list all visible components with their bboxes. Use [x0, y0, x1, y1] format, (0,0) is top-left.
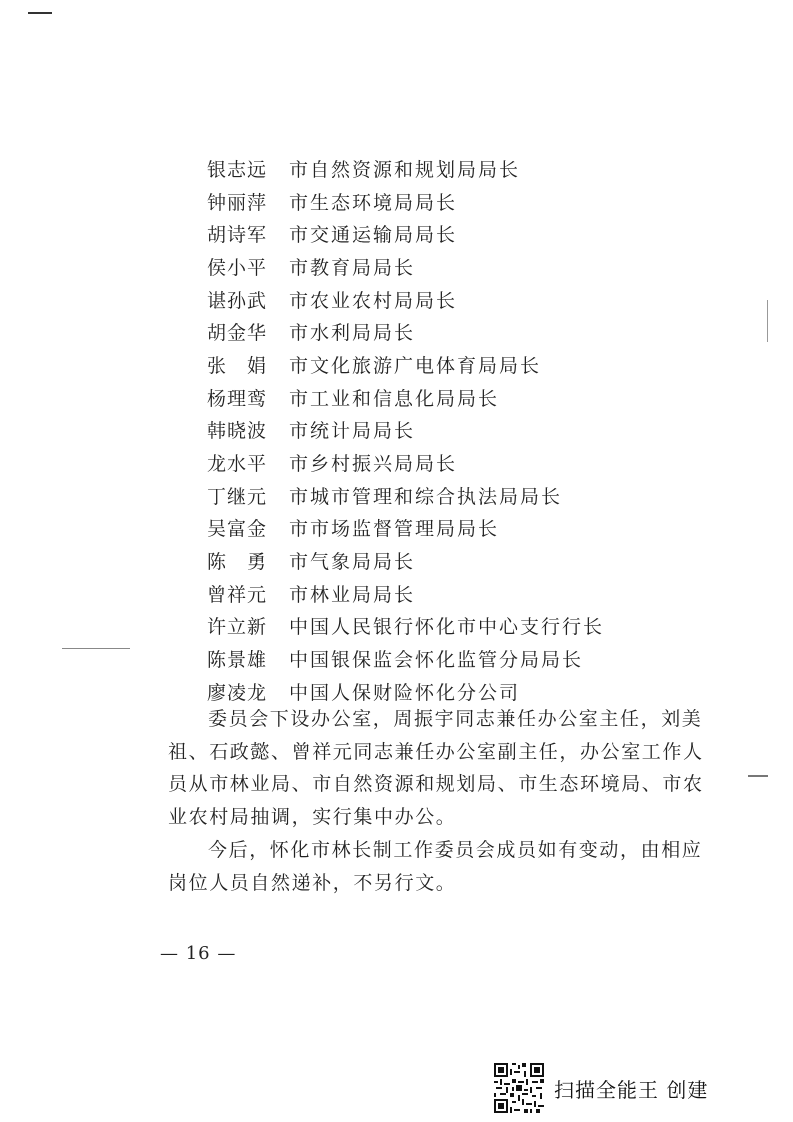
member-title: 市自然资源和规划局局长	[289, 158, 521, 181]
member-row	[207, 579, 747, 612]
member-title: 市交通运输局局长	[289, 224, 458, 247]
member-name: 钟丽萍	[207, 191, 268, 214]
member-list	[207, 154, 747, 710]
member-name: 陈 勇	[207, 551, 268, 574]
scan-mark-top-left	[28, 12, 52, 14]
member-row	[207, 383, 747, 416]
member-name: 韩晓波	[207, 420, 268, 443]
member-name: 张 娟	[207, 354, 268, 377]
member-name: 许立新	[207, 616, 268, 639]
member-title: 市林业局局长	[289, 583, 416, 606]
member-title: 市水利局局长	[289, 322, 416, 345]
closing-paragraph-text: 今后，怀化市林长制工作委员会成员如有变动，由相应岗位人员自然递补，不另行文。	[168, 839, 703, 894]
member-title: 中国银保监会怀化监管分局局长	[289, 649, 584, 672]
member-name: 陈景雄	[207, 649, 268, 672]
scan-mark-right-lower	[748, 775, 768, 777]
member-row	[207, 448, 747, 481]
member-name: 丁继元	[207, 485, 268, 508]
closing-paragraph	[168, 834, 716, 899]
member-title: 市城市管理和综合执法局局长	[289, 485, 563, 508]
member-name: 龙水平	[207, 453, 268, 476]
member-title: 中国人民银行怀化市中心支行行长	[289, 616, 605, 639]
member-row	[207, 219, 747, 252]
member-title: 市教育局局长	[289, 256, 416, 279]
member-row	[207, 612, 747, 645]
scanner-watermark	[494, 1063, 708, 1113]
member-row	[207, 546, 747, 579]
page-number: — 16 —	[160, 943, 237, 964]
member-row	[207, 481, 747, 514]
member-name: 吴富金	[207, 518, 268, 541]
member-title: 市乡村振兴局局长	[289, 453, 458, 476]
member-name: 胡金华	[207, 322, 268, 345]
member-title: 市文化旅游广电体育局局长	[289, 354, 542, 377]
office-paragraph-text: 委员会下设办公室，周振宇同志兼任办公室主任，刘美祖、石政懿、曾祥元同志兼任办公室副主任，办公室工作人员从市林业局、市自然资源和规划局、市生态环境局、市农业农村局抽调，实行集中办公。	[168, 708, 704, 828]
member-name: 谌孙武	[207, 289, 268, 312]
member-row	[207, 644, 747, 677]
member-name: 曾祥元	[207, 583, 268, 606]
member-name: 廖凌龙	[207, 681, 268, 704]
scanner-watermark-text: 扫描全能王 创建	[554, 1077, 709, 1102]
member-name: 侯小平	[207, 256, 268, 279]
member-row	[207, 350, 747, 383]
member-row	[207, 416, 747, 449]
member-row	[207, 252, 747, 285]
member-name: 胡诗军	[207, 224, 268, 247]
member-row	[207, 317, 747, 350]
member-title: 市统计局局长	[289, 420, 416, 443]
member-row	[207, 285, 747, 318]
member-row	[207, 514, 747, 547]
member-name: 杨理鸾	[207, 387, 268, 410]
member-title: 市市场监督管理局局长	[289, 518, 500, 541]
member-title: 市生态环境局局长	[289, 191, 458, 214]
member-name: 银志远	[207, 158, 268, 181]
member-title: 市工业和信息化局局长	[289, 387, 500, 410]
member-title: 市农业农村局局长	[289, 289, 458, 312]
member-row	[207, 154, 747, 187]
member-row	[207, 187, 747, 220]
member-title: 中国人保财险怀化分公司	[289, 681, 521, 704]
scan-mark-right-edge	[767, 300, 768, 342]
member-title: 市气象局局长	[289, 551, 416, 574]
qr-code-icon	[494, 1063, 544, 1113]
scan-mark-left	[62, 648, 130, 649]
office-paragraph	[168, 703, 716, 833]
